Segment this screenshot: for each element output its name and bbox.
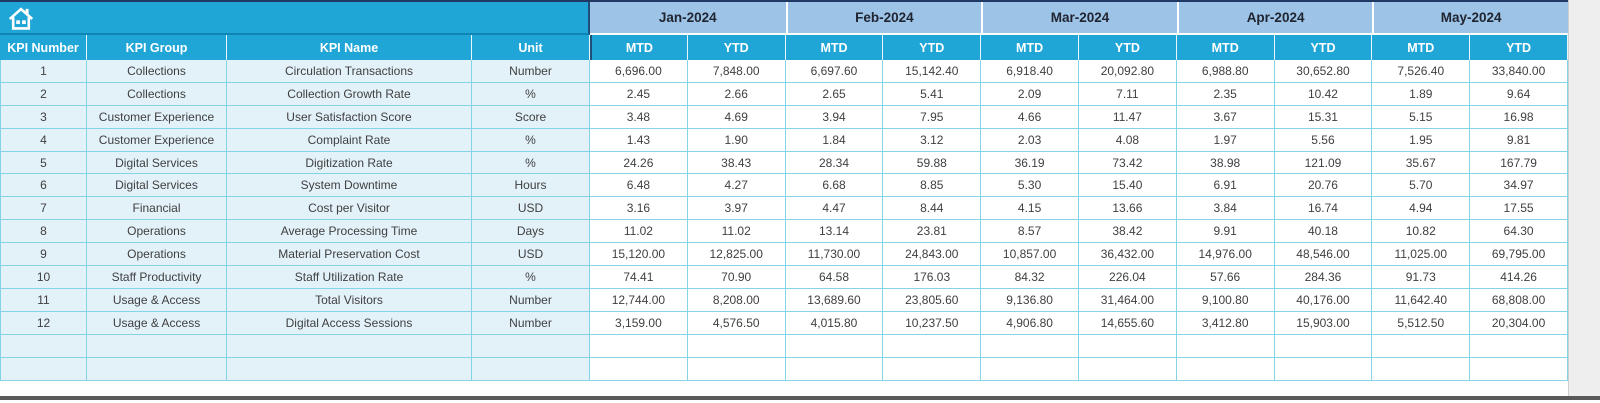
- cell-value[interactable]: 6,988.80: [1177, 60, 1275, 83]
- cell-value[interactable]: 15,120.00: [590, 243, 688, 266]
- column-header-kpi-name[interactable]: KPI Name: [227, 35, 472, 60]
- cell-value[interactable]: 1.43: [590, 129, 688, 152]
- cell-kpi-name[interactable]: Circulation Transactions: [227, 60, 472, 83]
- cell-value[interactable]: 33,840.00: [1470, 60, 1568, 83]
- cell-unit[interactable]: Days: [472, 220, 590, 243]
- cell-value[interactable]: 7,526.40: [1372, 60, 1470, 83]
- cell-value[interactable]: 11,025.00: [1372, 243, 1470, 266]
- subheader-ytd-feb-2024[interactable]: YTD: [883, 35, 981, 60]
- cell-kpi-group[interactable]: Digital Services: [87, 152, 227, 175]
- cell-value[interactable]: 167.79: [1470, 152, 1568, 175]
- cell-value[interactable]: 4,576.50: [688, 312, 786, 335]
- cell-value[interactable]: 11.02: [688, 220, 786, 243]
- cell-value[interactable]: 5.41: [883, 83, 981, 106]
- cell-value[interactable]: 11.02: [590, 220, 688, 243]
- cell-value[interactable]: 73.42: [1079, 152, 1177, 175]
- cell-value[interactable]: 20.76: [1275, 174, 1373, 197]
- cell-value[interactable]: 15.40: [1079, 174, 1177, 197]
- cell-value[interactable]: 14,655.60: [1079, 312, 1177, 335]
- cell-value[interactable]: 38.98: [1177, 152, 1275, 175]
- cell-kpi-number[interactable]: 6: [0, 174, 87, 197]
- table-row: [0, 197, 1568, 220]
- cell-unit[interactable]: USD: [472, 197, 590, 220]
- cell-value[interactable]: [1177, 358, 1275, 381]
- cell-kpi-name[interactable]: Collection Growth Rate: [227, 83, 472, 106]
- cell-value[interactable]: 8.44: [883, 197, 981, 220]
- cell-value[interactable]: 34.97: [1470, 174, 1568, 197]
- cell-value[interactable]: 8,208.00: [688, 289, 786, 312]
- cell-value[interactable]: 23.81: [883, 220, 981, 243]
- cell-value[interactable]: 36,432.00: [1079, 243, 1177, 266]
- cell-value[interactable]: 11,642.40: [1372, 289, 1470, 312]
- cell-kpi-number[interactable]: [0, 358, 87, 381]
- subheader-mtd-mar-2024[interactable]: MTD: [981, 35, 1079, 60]
- cell-value[interactable]: 5.56: [1275, 129, 1373, 152]
- cell-kpi-group[interactable]: Digital Services: [87, 174, 227, 197]
- cell-kpi-name[interactable]: Digitization Rate: [227, 152, 472, 175]
- cell-kpi-number[interactable]: 2: [0, 83, 87, 106]
- cell-value[interactable]: 226.04: [1079, 266, 1177, 289]
- cell-unit[interactable]: Number: [472, 312, 590, 335]
- cell-kpi-group[interactable]: Usage & Access: [87, 289, 227, 312]
- cell-value[interactable]: 11,730.00: [786, 243, 884, 266]
- cell-value[interactable]: 91.73: [1372, 266, 1470, 289]
- table-row-empty: [0, 358, 1568, 381]
- cell-kpi-group[interactable]: Staff Productivity: [87, 266, 227, 289]
- cell-value[interactable]: 8.85: [883, 174, 981, 197]
- cell-value[interactable]: 7.95: [883, 106, 981, 129]
- cell-value[interactable]: 24.26: [590, 152, 688, 175]
- cell-value[interactable]: 69,795.00: [1470, 243, 1568, 266]
- cell-unit[interactable]: Number: [472, 289, 590, 312]
- cell-value[interactable]: 6.48: [590, 174, 688, 197]
- cell-value[interactable]: 12,744.00: [590, 289, 688, 312]
- table-row: [0, 220, 1568, 243]
- cell-value[interactable]: 68,808.00: [1470, 289, 1568, 312]
- cell-value[interactable]: 4.94: [1372, 197, 1470, 220]
- cell-kpi-group[interactable]: Customer Experience: [87, 106, 227, 129]
- cell-kpi-name[interactable]: Staff Utilization Rate: [227, 266, 472, 289]
- cell-value[interactable]: 13.14: [786, 220, 884, 243]
- cell-value[interactable]: 9.64: [1470, 83, 1568, 106]
- cell-value[interactable]: 20,092.80: [1079, 60, 1177, 83]
- header-row: [0, 35, 1568, 60]
- cell-value[interactable]: 2.66: [688, 83, 786, 106]
- cell-value[interactable]: [1275, 358, 1373, 381]
- cell-value[interactable]: 10,857.00: [981, 243, 1079, 266]
- cell-value[interactable]: 59.88: [883, 152, 981, 175]
- cell-value[interactable]: 14,976.00: [1177, 243, 1275, 266]
- cell-kpi-name[interactable]: Cost per Visitor: [227, 197, 472, 220]
- cell-value[interactable]: 5.70: [1372, 174, 1470, 197]
- cell-kpi-name[interactable]: Complaint Rate: [227, 129, 472, 152]
- table-row: [0, 60, 1568, 83]
- cell-value[interactable]: 3,159.00: [590, 312, 688, 335]
- cell-value[interactable]: 23,805.60: [883, 289, 981, 312]
- table-row: [0, 83, 1568, 106]
- cell-value[interactable]: 7,848.00: [688, 60, 786, 83]
- cell-value[interactable]: [883, 358, 981, 381]
- cell-value[interactable]: 35.67: [1372, 152, 1470, 175]
- cell-value[interactable]: 4,906.80: [981, 312, 1079, 335]
- cell-value[interactable]: 4.47: [786, 197, 884, 220]
- cell-value[interactable]: [1275, 335, 1373, 358]
- cell-kpi-number[interactable]: 10: [0, 266, 87, 289]
- cell-value[interactable]: [1177, 335, 1275, 358]
- month-header-feb-2024[interactable]: Feb-2024: [786, 2, 982, 35]
- cell-kpi-name[interactable]: Digital Access Sessions: [227, 312, 472, 335]
- table-row-empty: [0, 335, 1568, 358]
- cell-value[interactable]: 11.47: [1079, 106, 1177, 129]
- cell-kpi-number[interactable]: 5: [0, 152, 87, 175]
- cell-kpi-number[interactable]: 7: [0, 197, 87, 220]
- cell-value[interactable]: [1079, 358, 1177, 381]
- cell-value[interactable]: [981, 358, 1079, 381]
- subheader-ytd-jan-2024[interactable]: YTD: [688, 35, 786, 60]
- cell-value[interactable]: 64.58: [786, 266, 884, 289]
- cell-value[interactable]: 15.31: [1275, 106, 1373, 129]
- subheader-mtd-feb-2024[interactable]: MTD: [786, 35, 884, 60]
- cell-kpi-name[interactable]: Material Preservation Cost: [227, 243, 472, 266]
- cell-kpi-number[interactable]: 8: [0, 220, 87, 243]
- cell-kpi-name[interactable]: Average Processing Time: [227, 220, 472, 243]
- subheader-mtd-jan-2024[interactable]: MTD: [590, 35, 688, 60]
- cell-value[interactable]: 284.36: [1275, 266, 1373, 289]
- cell-value[interactable]: 10,237.50: [883, 312, 981, 335]
- cell-value[interactable]: [590, 358, 688, 381]
- cell-unit[interactable]: Number: [472, 60, 590, 83]
- cell-value[interactable]: 6,918.40: [981, 60, 1079, 83]
- cell-value[interactable]: 3.16: [590, 197, 688, 220]
- table-row: [0, 174, 1568, 197]
- bottom-border: [0, 396, 1600, 400]
- cell-value[interactable]: 84.32: [981, 266, 1079, 289]
- subheader-ytd-mar-2024[interactable]: YTD: [1079, 35, 1177, 60]
- cell-unit[interactable]: %: [472, 152, 590, 175]
- table-row: [0, 266, 1568, 289]
- cell-value[interactable]: 3.12: [883, 129, 981, 152]
- cell-value[interactable]: 15,903.00: [1275, 312, 1373, 335]
- cell-value[interactable]: 74.41: [590, 266, 688, 289]
- cell-value[interactable]: 9,100.80: [1177, 289, 1275, 312]
- cell-value[interactable]: 13,689.60: [786, 289, 884, 312]
- cell-value[interactable]: 5.15: [1372, 106, 1470, 129]
- cell-kpi-number[interactable]: 9: [0, 243, 87, 266]
- cell-value[interactable]: 24,843.00: [883, 243, 981, 266]
- subheader-mtd-apr-2024[interactable]: MTD: [1177, 35, 1275, 60]
- cell-value[interactable]: 13.66: [1079, 197, 1177, 220]
- cell-kpi-number[interactable]: [0, 335, 87, 358]
- cell-value[interactable]: [786, 335, 884, 358]
- cell-value[interactable]: 2.45: [590, 83, 688, 106]
- cell-value[interactable]: 1.90: [688, 129, 786, 152]
- month-header-may-2024[interactable]: May-2024: [1372, 2, 1568, 35]
- month-header-apr-2024[interactable]: Apr-2024: [1177, 2, 1373, 35]
- table-corner: [0, 2, 590, 35]
- cell-kpi-group[interactable]: [87, 335, 227, 358]
- right-margin: [1568, 0, 1600, 396]
- cell-kpi-number[interactable]: 11: [0, 289, 87, 312]
- cell-value[interactable]: [1470, 335, 1568, 358]
- cell-value[interactable]: 6,696.00: [590, 60, 688, 83]
- subheader-mtd-may-2024[interactable]: MTD: [1372, 35, 1470, 60]
- cell-kpi-group[interactable]: Collections: [87, 83, 227, 106]
- cell-unit[interactable]: [472, 335, 590, 358]
- cell-value[interactable]: 38.42: [1079, 220, 1177, 243]
- kpi-table: [0, 2, 1568, 381]
- cell-value[interactable]: 4,015.80: [786, 312, 884, 335]
- cell-value[interactable]: 6,697.60: [786, 60, 884, 83]
- cell-value[interactable]: 36.19: [981, 152, 1079, 175]
- cell-value[interactable]: 40,176.00: [1275, 289, 1373, 312]
- subheader-ytd-may-2024[interactable]: YTD: [1470, 35, 1568, 60]
- cell-value[interactable]: 30,652.80: [1275, 60, 1373, 83]
- cell-kpi-name[interactable]: Total Visitors: [227, 289, 472, 312]
- month-header-jan-2024[interactable]: Jan-2024: [590, 2, 786, 35]
- cell-value[interactable]: 414.26: [1470, 266, 1568, 289]
- cell-value[interactable]: 12,825.00: [688, 243, 786, 266]
- cell-kpi-group[interactable]: Financial: [87, 197, 227, 220]
- cell-value[interactable]: 4.08: [1079, 129, 1177, 152]
- cell-value[interactable]: 9.81: [1470, 129, 1568, 152]
- column-header-unit[interactable]: Unit: [472, 35, 590, 60]
- cell-value[interactable]: 1.84: [786, 129, 884, 152]
- table-row: [0, 312, 1568, 335]
- table-row: [0, 243, 1568, 266]
- cell-value[interactable]: 4.27: [688, 174, 786, 197]
- month-header-mar-2024[interactable]: Mar-2024: [981, 2, 1177, 35]
- cell-value[interactable]: 10.42: [1275, 83, 1373, 106]
- home-icon[interactable]: [8, 6, 34, 31]
- cell-kpi-name[interactable]: [227, 335, 472, 358]
- cell-value[interactable]: 31,464.00: [1079, 289, 1177, 312]
- cell-unit[interactable]: [472, 358, 590, 381]
- cell-value[interactable]: 64.30: [1470, 220, 1568, 243]
- cell-value[interactable]: [1470, 358, 1568, 381]
- cell-value[interactable]: 16.74: [1275, 197, 1373, 220]
- table-row: [0, 129, 1568, 152]
- cell-value[interactable]: 5,512.50: [1372, 312, 1470, 335]
- cell-kpi-group[interactable]: Usage & Access: [87, 312, 227, 335]
- cell-value[interactable]: 8.57: [981, 220, 1079, 243]
- cell-value[interactable]: 3.67: [1177, 106, 1275, 129]
- cell-value[interactable]: 1.97: [1177, 129, 1275, 152]
- cell-value[interactable]: [981, 335, 1079, 358]
- cell-value[interactable]: 9.91: [1177, 220, 1275, 243]
- cell-value[interactable]: 121.09: [1275, 152, 1373, 175]
- subheader-ytd-apr-2024[interactable]: YTD: [1275, 35, 1373, 60]
- title-row: [0, 2, 1568, 35]
- cell-value[interactable]: [786, 358, 884, 381]
- cell-kpi-number[interactable]: 12: [0, 312, 87, 335]
- table-row: [0, 289, 1568, 312]
- column-header-kpi-group[interactable]: KPI Group: [87, 35, 227, 60]
- cell-kpi-name[interactable]: [227, 358, 472, 381]
- cell-value[interactable]: [1372, 358, 1470, 381]
- cell-kpi-group[interactable]: [87, 358, 227, 381]
- cell-value[interactable]: 3.94: [786, 106, 884, 129]
- cell-kpi-group[interactable]: Customer Experience: [87, 129, 227, 152]
- cell-value[interactable]: 16.98: [1470, 106, 1568, 129]
- cell-kpi-number[interactable]: 1: [0, 60, 87, 83]
- table-row: [0, 152, 1568, 175]
- cell-value[interactable]: 4.15: [981, 197, 1079, 220]
- cell-value[interactable]: 3,412.80: [1177, 312, 1275, 335]
- cell-value[interactable]: 3.97: [688, 197, 786, 220]
- cell-value[interactable]: 1.95: [1372, 129, 1470, 152]
- cell-value[interactable]: 70.90: [688, 266, 786, 289]
- cell-unit[interactable]: %: [472, 266, 590, 289]
- cell-kpi-name[interactable]: System Downtime: [227, 174, 472, 197]
- cell-kpi-group[interactable]: Collections: [87, 60, 227, 83]
- cell-value[interactable]: 15,142.40: [883, 60, 981, 83]
- cell-value[interactable]: 28.34: [786, 152, 884, 175]
- cell-value[interactable]: 2.09: [981, 83, 1079, 106]
- cell-value[interactable]: 6.91: [1177, 174, 1275, 197]
- cell-kpi-group[interactable]: Operations: [87, 243, 227, 266]
- cell-value[interactable]: 57.66: [1177, 266, 1275, 289]
- cell-value[interactable]: 4.66: [981, 106, 1079, 129]
- cell-value[interactable]: 2.35: [1177, 83, 1275, 106]
- cell-value[interactable]: 1.89: [1372, 83, 1470, 106]
- cell-value[interactable]: 38.43: [688, 152, 786, 175]
- cell-unit[interactable]: Hours: [472, 174, 590, 197]
- cell-kpi-group[interactable]: Operations: [87, 220, 227, 243]
- cell-value[interactable]: [688, 335, 786, 358]
- cell-value[interactable]: [883, 335, 981, 358]
- table-row: [0, 106, 1568, 129]
- cell-kpi-name[interactable]: User Satisfaction Score: [227, 106, 472, 129]
- cell-unit[interactable]: Score: [472, 106, 590, 129]
- cell-value[interactable]: 4.69: [688, 106, 786, 129]
- cell-value[interactable]: 176.03: [883, 266, 981, 289]
- cell-kpi-number[interactable]: 4: [0, 129, 87, 152]
- cell-value[interactable]: 17.55: [1470, 197, 1568, 220]
- cell-unit[interactable]: USD: [472, 243, 590, 266]
- cell-value[interactable]: 20,304.00: [1470, 312, 1568, 335]
- cell-value[interactable]: 9,136.80: [981, 289, 1079, 312]
- cell-value[interactable]: 40.18: [1275, 220, 1373, 243]
- cell-value[interactable]: 6.68: [786, 174, 884, 197]
- cell-value[interactable]: 3.48: [590, 106, 688, 129]
- cell-value[interactable]: 5.30: [981, 174, 1079, 197]
- cell-value[interactable]: [590, 335, 688, 358]
- cell-value[interactable]: [1372, 335, 1470, 358]
- column-header-kpi-number[interactable]: KPI Number: [0, 35, 87, 60]
- cell-kpi-number[interactable]: 3: [0, 106, 87, 129]
- cell-value[interactable]: 7.11: [1079, 83, 1177, 106]
- cell-unit[interactable]: %: [472, 129, 590, 152]
- cell-value[interactable]: [1079, 335, 1177, 358]
- cell-unit[interactable]: %: [472, 83, 590, 106]
- cell-value[interactable]: 48,546.00: [1275, 243, 1373, 266]
- cell-value[interactable]: 10.82: [1372, 220, 1470, 243]
- cell-value[interactable]: 3.84: [1177, 197, 1275, 220]
- table-body: [0, 60, 1568, 381]
- cell-value[interactable]: 2.03: [981, 129, 1079, 152]
- cell-value[interactable]: 2.65: [786, 83, 884, 106]
- cell-value[interactable]: [688, 358, 786, 381]
